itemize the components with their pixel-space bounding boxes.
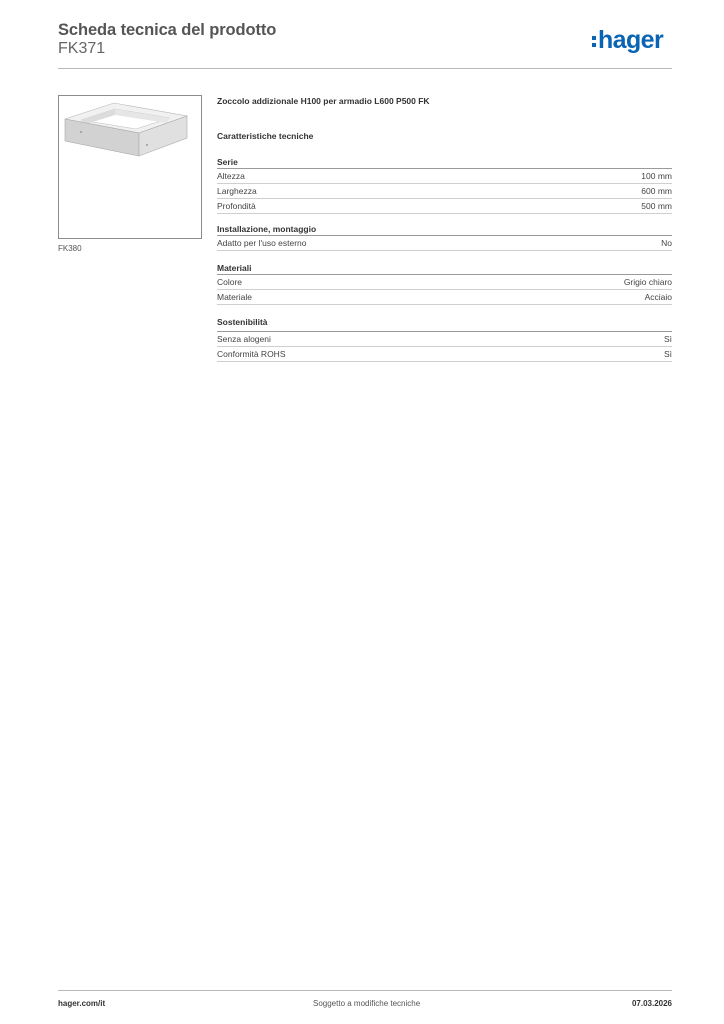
- product-code: FK371: [58, 40, 106, 57]
- image-caption: FK380: [58, 244, 82, 253]
- spec-label: Larghezza: [217, 186, 257, 196]
- spec-label: Materiale: [217, 292, 252, 302]
- header-divider: [58, 68, 672, 69]
- spec-value: Grigio chiaro: [623, 277, 672, 287]
- spec-row: [217, 275, 672, 290]
- spec-value: Sì: [663, 349, 672, 359]
- section-title-materiali: Materiali: [217, 263, 252, 273]
- footer-note: Soggetto a modifiche tecniche: [313, 999, 421, 1008]
- spec-row: [217, 290, 672, 305]
- spec-label: Adatto per l'uso esterno: [217, 238, 307, 248]
- spec-label: Profondità: [217, 201, 256, 211]
- spec-label: Colore: [217, 277, 243, 287]
- footer-divider: [58, 990, 672, 991]
- product-image: [58, 95, 202, 239]
- plinth-icon: [59, 96, 201, 238]
- spec-value: Sì: [663, 334, 672, 344]
- section-title-sostenibilita: Sostenibilità: [217, 317, 268, 327]
- footer-website-link[interactable]: hager.com/it: [58, 999, 106, 1008]
- spec-value: 600 mm: [641, 186, 672, 196]
- section-title-serie: Serie: [217, 157, 238, 167]
- section-title-installazione: Installazione, montaggio: [217, 224, 317, 234]
- logo-dots-icon: [592, 36, 596, 50]
- hager-logo: [592, 28, 663, 58]
- spec-row: [217, 332, 672, 347]
- spec-label: Senza alogeni: [217, 334, 271, 344]
- spec-row: [217, 347, 672, 362]
- spec-value: Acciaio: [644, 292, 672, 302]
- spec-row: [217, 236, 672, 251]
- spec-value: No: [661, 238, 672, 248]
- spec-row: [217, 169, 672, 184]
- spec-value: 100 mm: [641, 171, 672, 181]
- spec-row: [217, 184, 672, 199]
- logo-text: hager: [598, 26, 664, 54]
- tech-heading: Caratteristiche tecniche: [217, 131, 314, 141]
- footer-date: 07.03.2026: [631, 999, 672, 1008]
- spec-row: [217, 199, 672, 214]
- spec-label: Conformità ROHS: [217, 349, 286, 359]
- product-description: Zoccolo addizionale H100 per armadio L600 P500 FK: [217, 96, 430, 106]
- spec-label: Altezza: [217, 171, 245, 181]
- page-title: Scheda tecnica del prodotto: [58, 21, 277, 39]
- spec-value: 500 mm: [641, 201, 672, 211]
